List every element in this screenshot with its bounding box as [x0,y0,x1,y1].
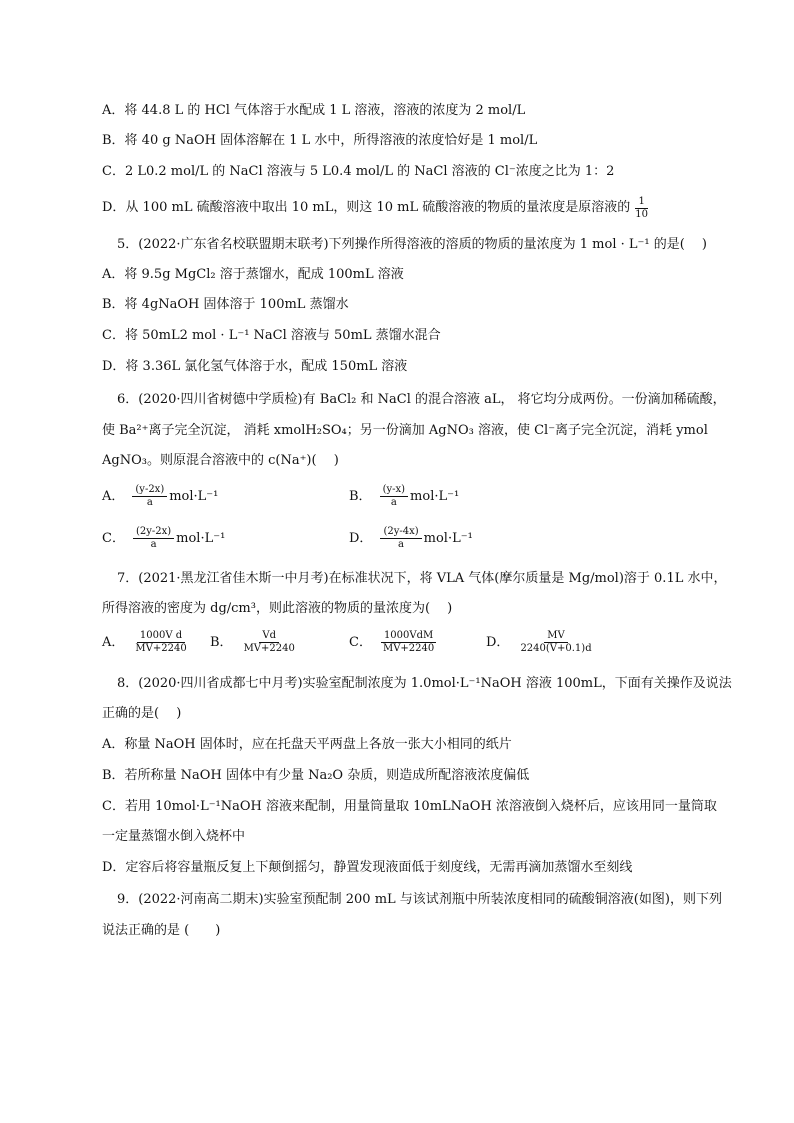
fraction-denominator: 2240(V+0.1)d [520,643,592,654]
option-unit: mol·L⁻¹ [176,530,226,546]
fraction-denominator: MV+2240 [382,643,435,654]
q5-option-b: B．将 4gNaOH 固体溶于 100mL 蒸馏水 [102,297,349,312]
fraction-denominator: a [146,497,153,508]
q7-option-d [486,630,597,655]
option-label: B． [349,488,372,504]
option-unit: mol·L⁻¹ [410,488,460,504]
q7-option-c [349,630,439,655]
option-label: C． [349,634,372,650]
q4-option-d-text: D．从 100 mL 硫酸溶液中取出 10 mL，则这 10 mL 硫酸溶液的物质的量浓度是原溶液的 [102,200,631,215]
q7-option-b [210,630,300,655]
fraction-denominator: a [390,497,397,508]
fraction-numerator: Vd [259,630,279,643]
q4-option-d [102,194,653,222]
fraction-numerator: MV [544,630,567,643]
option-label: B． [210,634,233,650]
q6-option-b [349,484,459,509]
q7-stem-line-1: 7．(2021·黑龙江省佳木斯一中月考)在标准状况下，将 VLA 气体(摩尔质量是 Mg/mol)溶于 0.1L 水中， [117,571,727,586]
fraction-denominator: MV+2240 [135,643,187,654]
option-label: D． [486,634,510,650]
q6-stem-line-2: 使 Ba²⁺离子完全沉淀， 消耗 xmolH₂SO₄；另一份滴加 AgNO₃ 溶液，使 Cl⁻离子完全沉淀，消耗 ymol [102,423,708,438]
fraction-numerator: (2y-2x) [133,526,174,539]
q8-stem-line-2: 正确的是( ) [102,706,182,721]
option-label: A． [102,488,125,504]
option-unit: mol·L⁻¹ [169,488,219,504]
option-fraction [517,630,594,655]
q4-option-d-fraction [632,196,651,221]
q9-stem-line-1: 9．(2022·河南高二期末)实验室预配制 200 mL 与该试剂瓶中所装浓度相同的硫酸铜溶液(如图)，则下列 [117,892,722,907]
q6-stem-line-3: AgNO₃。则原混合溶液中的 c(Na⁺)( ) [102,453,339,468]
fraction-denominator: a [398,539,405,550]
q6-option-c [102,526,225,551]
option-fraction [380,526,421,551]
q8-option-b: B．若所称量 NaOH 固体中有少量 Na₂O 杂质，则造成所配溶液浓度偏低 [102,768,530,783]
fraction-denominator: MV+2240 [243,643,295,654]
q4-option-b: B．将 40 g NaOH 固体溶解在 1 L 水中，所得溶液的浓度恰好是 1 mol/L [102,133,538,148]
option-fraction [380,484,408,509]
q5-option-d: D．将 3.36L 氯化氢气体溶于水，配成 150mL 溶液 [102,359,408,374]
q5-option-a: A．将 9.5g MgCl₂ 溶于蒸馏水，配成 100mL 溶液 [102,267,404,282]
fraction-numerator: 1000V d [137,630,185,643]
q5-option-c: C．将 50mL2 mol · L⁻¹ NaCl 溶液与 50mL 蒸馏水混合 [102,328,441,343]
option-unit: mol·L⁻¹ [423,530,473,546]
q9-stem-line-2: 说法正确的是 ( ) [102,923,221,938]
option-label: C． [102,530,125,546]
option-fraction [132,630,189,655]
fraction-numerator: 1000VdM [381,630,436,643]
option-fraction [132,484,167,509]
fraction-denominator: a [150,539,157,550]
option-label: A． [102,634,125,650]
option-fraction [241,630,298,655]
q7-stem-line-2: 所得溶液的密度为 dg/cm³，则此溶液的物质的量浓度为( ) [102,601,453,616]
q6-option-d [349,526,473,551]
q7-option-a [102,630,192,655]
q6-option-a [102,484,218,509]
option-fraction [133,526,174,551]
fraction-numerator: 1 [635,196,647,209]
q8-option-c-line-2: 一定量蒸馏水倒入烧杯中 [102,829,246,844]
q8-option-c-line-1: C．若用 10mol·L⁻¹NaOH 溶液来配制，用量筒量取 10mLNaOH 浓溶液倒入烧杯后，应该用同一量筒取 [102,799,717,814]
option-label: D． [349,530,373,546]
q4-option-a: A．将 44.8 L 的 HCl 气体溶于水配成 1 L 溶液，溶液的浓度为 2 mol/L [102,103,526,118]
q6-stem-line-1: 6．(2020·四川省树德中学质检)有 BaCl₂ 和 NaCl 的混合溶液 aL， 将它均分成两份。一份滴加稀硫酸， [117,392,726,407]
fraction-denominator: 10 [635,208,648,220]
fraction-numerator: (2y-4x) [380,526,421,539]
fraction-numerator: (y-2x) [132,484,167,497]
fraction-numerator: (y-x) [380,484,408,497]
q8-option-a: A．称量 NaOH 固体时，应在托盘天平两盘上各放一张大小相同的纸片 [102,737,512,752]
q8-stem-line-1: 8．(2020·四川省成都七中月考)实验室配制浓度为 1.0mol·L⁻¹NaOH 溶液 100mL，下面有关操作及说法 [117,676,732,691]
q8-option-d: D．定容后将容量瓶反复上下颠倒摇匀，静置发现液面低于刻度线，无需再滴加蒸馏水至刻线 [102,860,633,875]
q4-option-c: C．2 L0.2 mol/L 的 NaCl 溶液与 5 L0.4 mol/L 的 NaCl 溶液的 Cl⁻浓度之比为 1：2 [102,164,615,179]
option-fraction [380,630,437,655]
q5-stem: 5．(2022·广东省名校联盟期末联考)下列操作所得溶液的溶质的物质的量浓度为 1 mol · L⁻¹ 的是( ) [117,237,707,252]
